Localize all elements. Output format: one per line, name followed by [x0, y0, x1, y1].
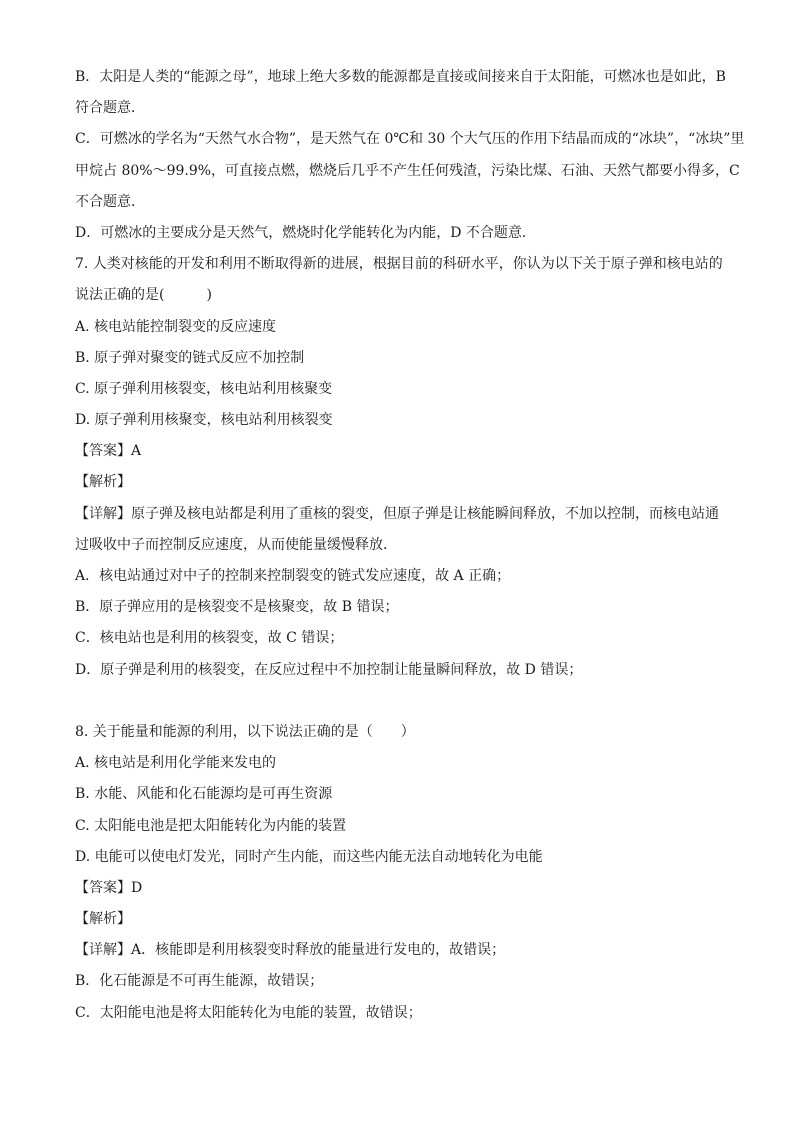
question-7-answer: 【答案】A — [75, 443, 142, 460]
document-page — [75, 62, 745, 1029]
text-line: 符合题意． — [75, 100, 145, 117]
question-7-detail-cont: 过吸收中子而控制反应速度，从而使能量缓慢释放． — [75, 536, 397, 553]
text-line: B．化石能源是不可再生能源，故错误； — [75, 973, 324, 990]
text-line: C．核电站也是利用的核裂变，故 C 错误； — [75, 630, 344, 647]
question-8-detail: 【详解】A．核能即是利用核裂变时释放的能量进行发电的，故错误； — [75, 942, 506, 959]
text-line: C．可燃冰的学名为“天然气水合物”，是天然气在 0℃和 30 个大气压的作用下结晶而成的“冰块”，“冰块”里 — [75, 131, 745, 148]
question-8-option-a: A. 核电站是利用化学能来发电的 — [75, 755, 277, 772]
blank-line — [75, 686, 725, 717]
question-8-stem: 8. 关于能量和能源的利用，以下说法正确的是（ ） — [75, 723, 415, 740]
text-line: B．太阳是人类的“能源之母”，地球上绝大多数的能源都是直接或间接来自于太阳能，可燃冰也是如此，B — [75, 69, 726, 85]
question-8-analysis-heading: 【解析】 — [75, 911, 131, 928]
text-line: B．原子弹应用的是核裂变不是核聚变，故 B 错误； — [75, 599, 399, 616]
question-7-analysis-heading: 【解析】 — [75, 474, 131, 491]
question-7-option-c: C. 原子弹利用核裂变，核电站利用核聚变 — [75, 380, 333, 397]
question-7-option-b: B. 原子弹对聚变的链式反应不加控制 — [75, 349, 305, 366]
text-line: D．可燃冰的主要成分是天然气，燃烧时化学能转化为内能，D 不合题意． — [75, 224, 536, 241]
question-7-stem-cont: 说法正确的是( ) — [75, 287, 212, 304]
question-8-option-d: D. 电能可以使电灯发光，同时产生内能，而这些内能无法自动地转化为电能 — [75, 848, 543, 865]
question-7-detail: 【详解】原子弹及核电站都是利用了重核的裂变，但原子弹是让核能瞬间释放，不加以控制，而核电站通 — [75, 505, 719, 522]
text-line: D．原子弹是利用的核裂变，在反应过程中不加控制让能量瞬间释放，故 D 错误； — [75, 661, 583, 678]
question-7-option-a: A. 核电站能控制裂变的反应速度 — [75, 318, 277, 335]
question-7-option-d: D. 原子弹利用核聚变，核电站利用核裂变 — [75, 412, 333, 429]
question-8-option-b: B. 水能、风能和化石能源均是可再生资源 — [75, 786, 333, 803]
text-line: 不合题意． — [75, 193, 145, 210]
text-line: 甲烷占 80%～99.9%，可直接点燃，燃烧后几乎不产生任何残渣，污染比煤、石油、天然气都要小得多，C — [75, 162, 740, 179]
question-8-option-c: C. 太阳能电池是把太阳能转化为内能的装置 — [75, 817, 347, 834]
text-line: C．太阳能电池是将太阳能转化为电能的装置，故错误； — [75, 1004, 422, 1021]
question-7-stem: 7. 人类对核能的开发和利用不断取得新的进展，根据目前的科研水平，你认为以下关于原子弹和核电站的 — [75, 256, 723, 273]
text-line: A．核电站通过对中子的控制来控制裂变的链式发应速度，故 A 正确； — [75, 568, 511, 584]
question-8-answer: 【答案】D — [75, 879, 143, 896]
